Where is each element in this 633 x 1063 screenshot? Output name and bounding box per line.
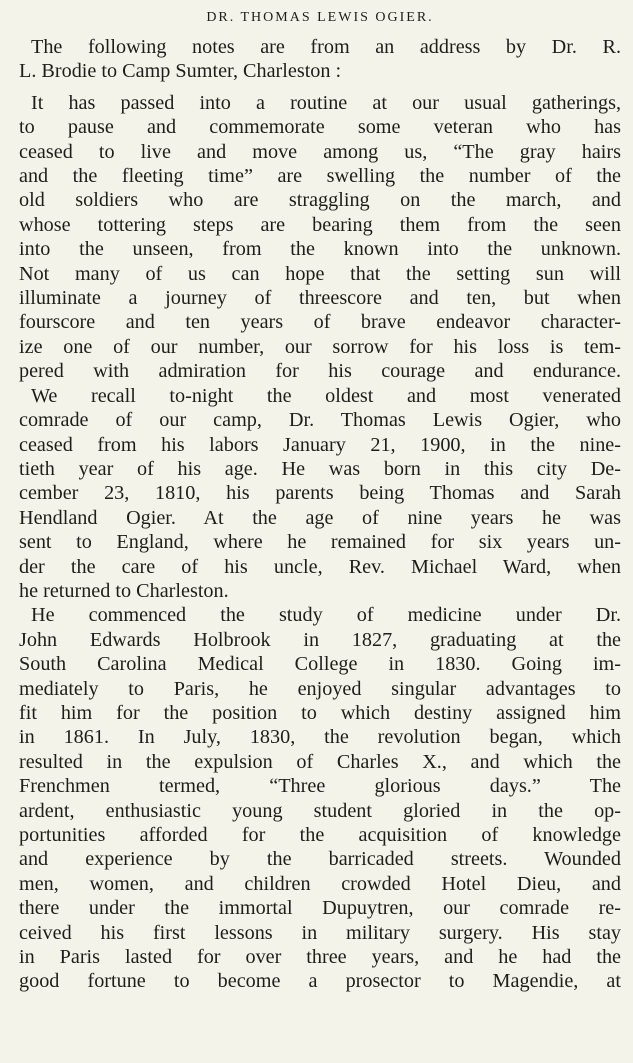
text-line: and experience by the barricaded streets. Wounded	[19, 848, 621, 871]
text-line: in Paris lasted for over three years, and he had the	[19, 946, 621, 969]
text-line: pered with admiration for his courage and endurance.	[19, 360, 621, 383]
text-line: der the care of his uncle, Rev. Michael Ward, when	[19, 555, 621, 578]
text-line: ardent, enthusiastic young student gloried in the op-	[19, 799, 621, 822]
text-line: sent to England, where he remained for six years un-	[19, 531, 621, 554]
text-line: cember 23, 1810, his parents being Thomas and Sarah	[19, 482, 621, 505]
text-line: he returned to Charleston.	[19, 579, 229, 602]
text-line: into the unseen, from the known into the unknown.	[19, 238, 621, 261]
text-line: Hendland Ogier. At the age of nine years he was	[19, 506, 621, 529]
text-line: South Carolina Medical College in 1830. Going im-	[19, 653, 621, 676]
text-line: illuminate a journey of threescore and ten, but when	[19, 287, 621, 310]
text-line: John Edwards Holbrook in 1827, graduating at the	[19, 628, 621, 651]
paragraph-intro	[19, 35, 621, 84]
text-line: comrade of our camp, Dr. Thomas Lewis Ogier, who	[19, 409, 621, 432]
text-line: old soldiers who are straggling on the march, and	[19, 189, 621, 212]
text-line: ceased to live and move among us, “The gray hairs	[19, 140, 621, 163]
text-line: Not many of us can hope that the setting sun will	[19, 262, 621, 285]
text-line: portunities afforded for the acquisition of knowledge	[19, 824, 621, 846]
text-line: ceased from his labors January 21, 1900, in the nine-	[19, 433, 621, 456]
text-line: resulted in the expulsion of Charles X., and which the	[19, 750, 621, 773]
text-line: fit him for the position to which destiny assigned him	[19, 701, 621, 724]
text-line: good fortune to become a prosector to Magendie, at	[19, 970, 621, 993]
text-line: ize one of our number, our sorrow for his loss is tem-	[19, 335, 621, 358]
paragraph-medicine	[19, 603, 621, 994]
paragraph-gap	[19, 84, 621, 91]
text-line: to pause and commemorate some veteran who has	[19, 116, 621, 139]
text-line: tieth year of his age. He was born in this city De-	[19, 457, 621, 480]
text-line: He commenced the study of medicine under Dr.	[31, 604, 621, 627]
text-line: mediately to Paris, he enjoyed singular advantages to	[19, 677, 621, 700]
text-line: there under the immortal Dupuytren, our comrade re-	[19, 897, 621, 920]
text-line: The following notes are from an address by Dr. R.	[31, 36, 621, 58]
paragraph-routine	[19, 91, 621, 384]
text-line: Frenchmen termed, “Three glorious days.” The	[19, 775, 621, 798]
text-line: in 1861. In July, 1830, the revolution began, which	[19, 726, 621, 749]
text-line: ceived his first lessons in military surgery. His stay	[19, 921, 621, 944]
paragraph-recall	[19, 384, 621, 604]
text-line: men, women, and children crowded Hotel Dieu, and	[19, 872, 621, 895]
text-line: and the fleeting time” are swelling the number of the	[19, 165, 621, 188]
text-line: fourscore and ten years of brave endeavor character-	[19, 311, 621, 334]
page-heading: DR. THOMAS LEWIS OGIER.	[206, 10, 434, 25]
text-line: whose tottering steps are bearing them from the seen	[19, 213, 621, 236]
text-line: It has passed into a routine at our usual gatherings,	[31, 91, 621, 114]
text-line: We recall to-night the oldest and most venerated	[31, 384, 621, 407]
text-line: L. Brodie to Camp Sumter, Charleston :	[19, 60, 342, 83]
